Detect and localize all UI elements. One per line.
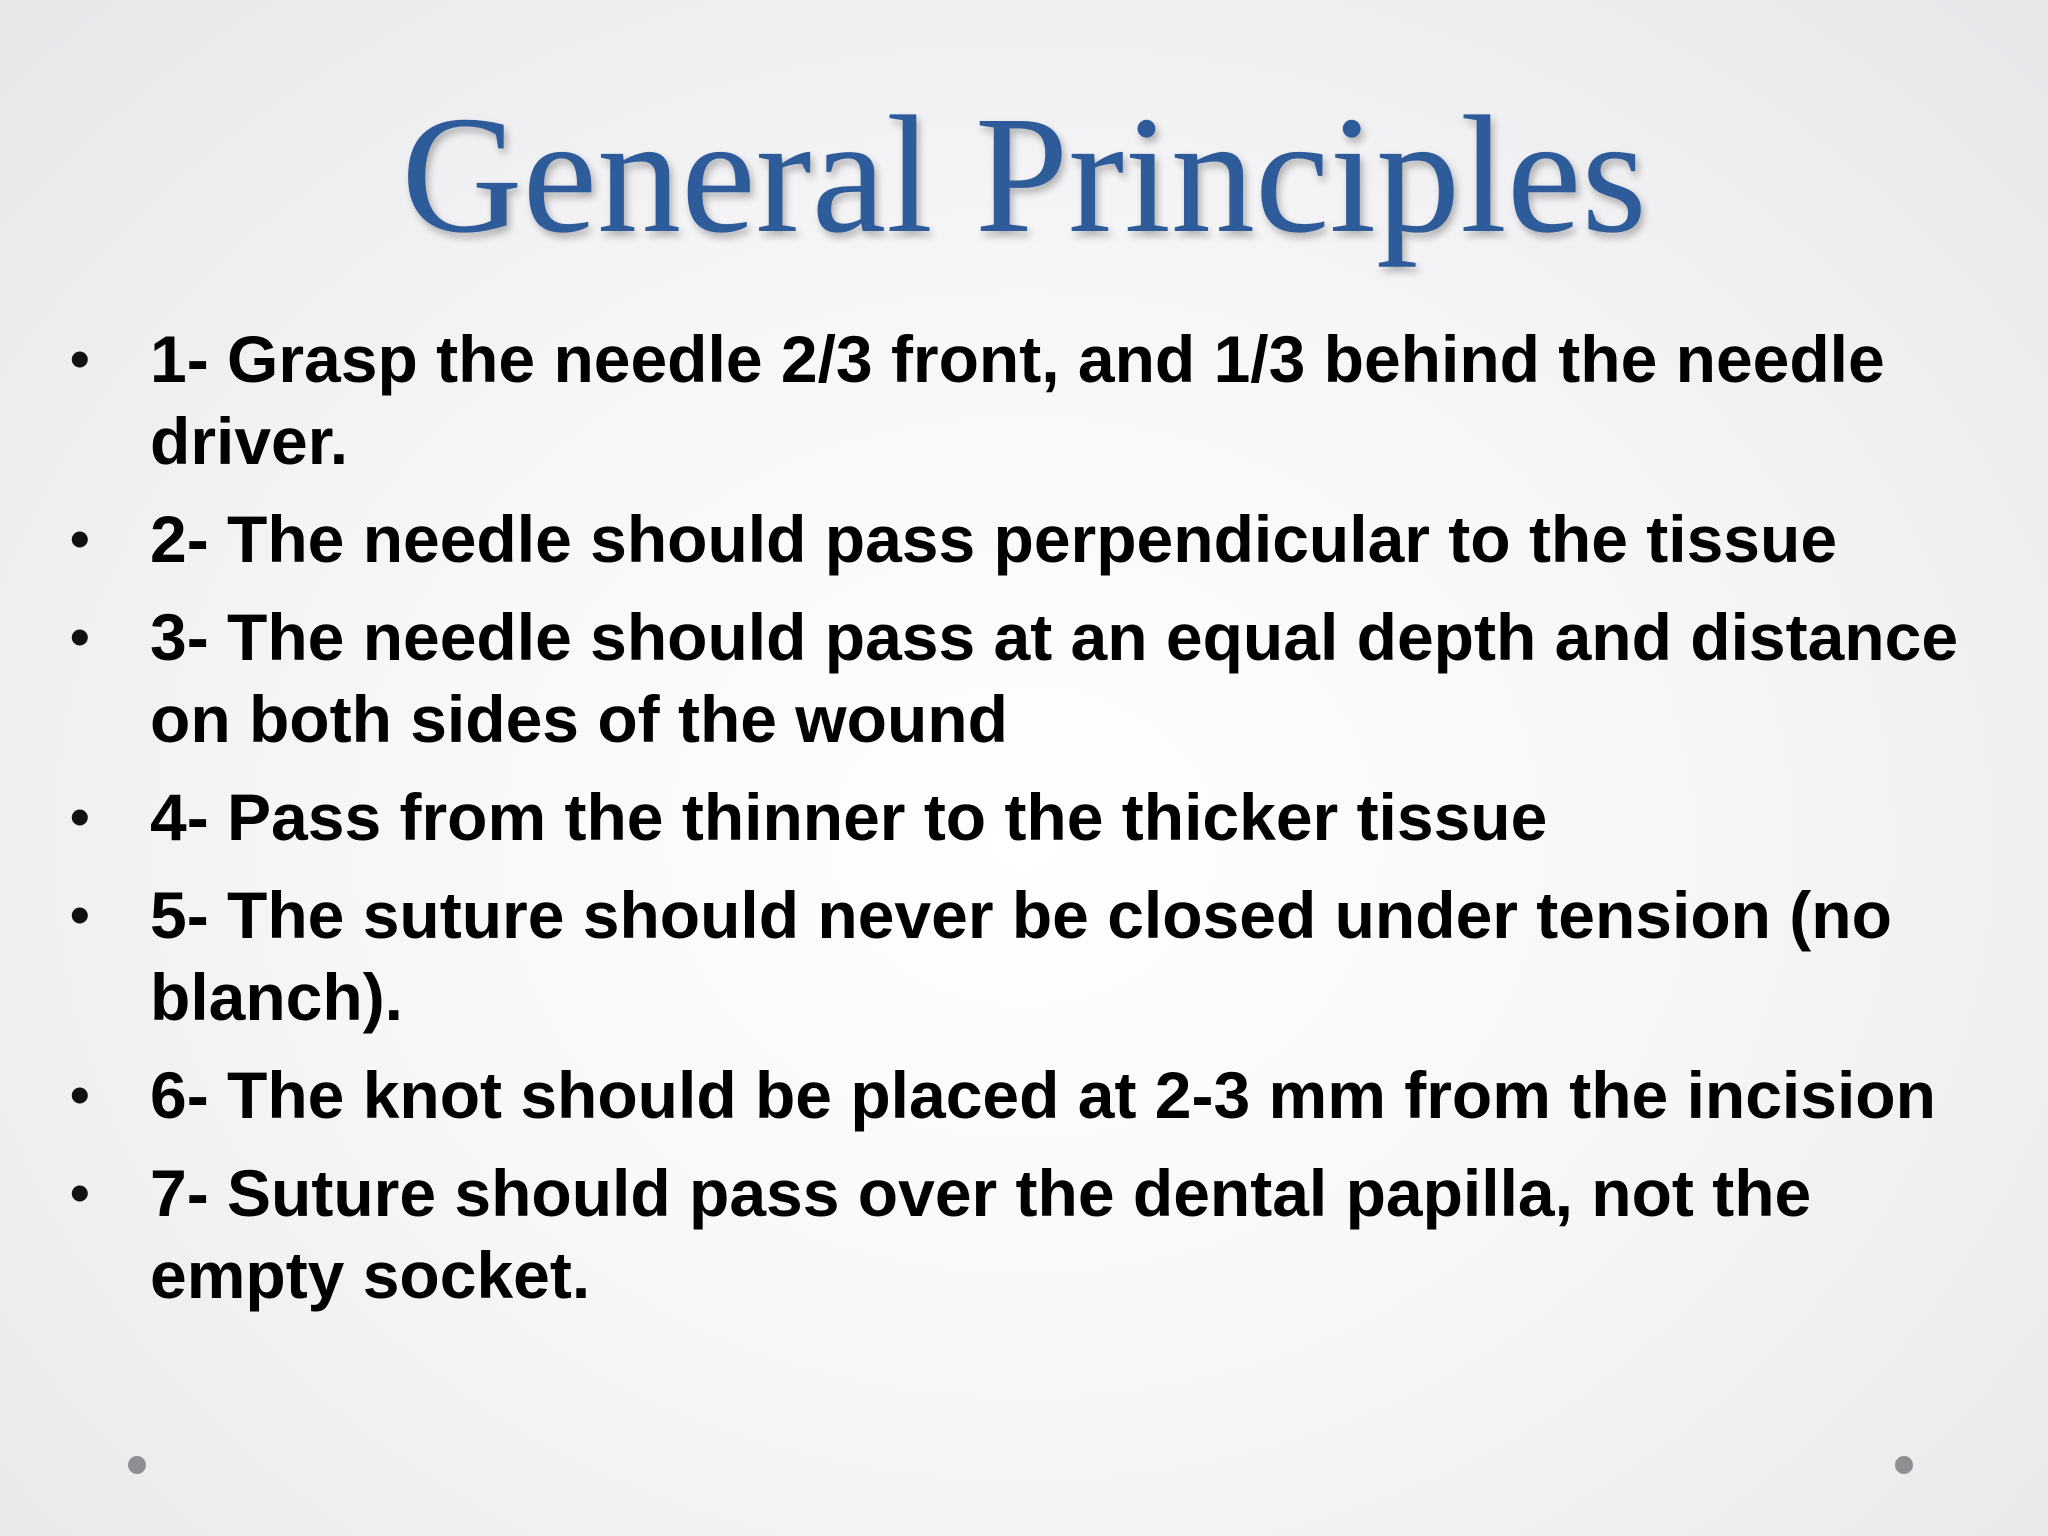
bullet-item-4 [70,776,1980,858]
bullet-item-6 [70,1054,1980,1136]
bullet-text: 6- The knot should be placed at 2-3 mm from the incision [150,1058,1936,1132]
bullet-text: 1- Grasp the needle 2/3 front, and 1/3 behind the needle driver. [150,322,1885,478]
corner-dot-right-icon [1895,1456,1913,1474]
bullet-text: 5- The suture should never be closed under tension (no blanch). [150,878,1892,1034]
slide-title: General Principles [401,82,1647,268]
bullet-item-2 [70,498,1980,580]
bullet-dot-icon: • [70,785,90,848]
bullet-item-3 [70,596,1980,760]
bullet-item-1 [70,318,1980,482]
corner-dot-left-icon [128,1456,146,1474]
bullet-dot-icon: • [70,605,90,668]
bullet-dot-icon: • [70,507,90,570]
bullet-dot-icon: • [70,1063,90,1126]
bullet-text: 4- Pass from the thinner to the thicker tissue [150,780,1548,854]
bullet-text: 3- The needle should pass at an equal depth and distance on both sides of the wound [150,600,1959,756]
bullet-dot-icon: • [70,327,90,390]
bullet-text: 2- The needle should pass perpendicular to the tissue [150,502,1838,576]
bullet-item-7 [70,1152,1980,1316]
bullet-text: 7- Suture should pass over the dental papilla, not the empty socket. [150,1156,1812,1312]
bullet-list [70,318,1980,1332]
bullet-dot-icon: • [70,1161,90,1224]
bullet-dot-icon: • [70,883,90,946]
bullet-item-5 [70,874,1980,1038]
